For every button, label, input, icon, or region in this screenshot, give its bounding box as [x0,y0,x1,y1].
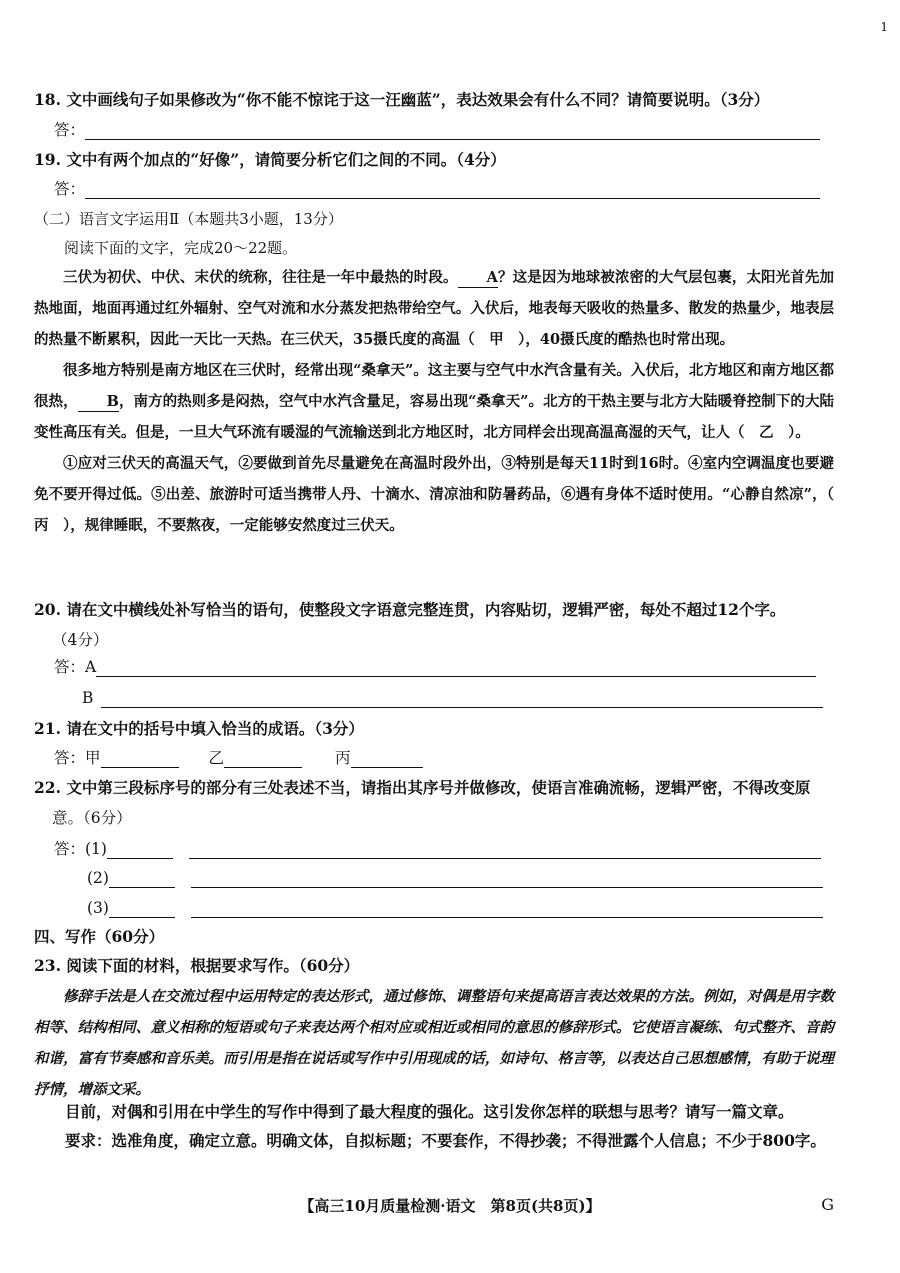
question-19: 19. 文中有两个加点的“好像”，请简要分析它们之间的不同。（4分） [34,150,506,169]
writing-requirements: 要求：选准角度，确定立意。明确文体，自拟标题；不要套作，不得抄袭；不得泄露个人信息；不少于800字。 [65,1131,826,1150]
answer-label-3: (3) [87,899,109,917]
section-2-heading: （二）语言文字运用Ⅱ（本题共3小题，13分） [34,210,343,228]
blank-B[interactable]: B [78,393,119,412]
section-4-heading: 四、写作（60分） [34,927,165,946]
passage-paragraph-3: ①应对三伏天的高温天气，②要做到首先尽量避免在高温时段外出，③特别是每天11时到16时。④室内空调温度也要避免不要开得过低。⑤出差、旅游时可适当携带人丹、十滴水、清凉油和防暑药品，⑥遇有身体不适时使用。“心静自然凉”，（ 丙 ），规律睡眠，不要熬夜，一定能够安然度过三伏天。 [34,455,849,534]
blank-A[interactable]: A [458,269,498,288]
answer-18-line[interactable] [85,121,820,140]
answer-22-row-2 [87,868,823,888]
answer-22-1-number-line[interactable] [107,840,173,859]
answer-21-yi-line[interactable] [224,749,302,768]
answer-label-2: (2) [87,869,109,887]
answer-22-2-revision-line[interactable] [191,869,823,888]
answer-label: 答：A [54,658,97,676]
answer-22-3-number-line[interactable] [109,899,175,918]
answer-label-bing: 丙 [335,749,351,767]
writing-task [34,1097,834,1155]
paper-version: G [821,1195,834,1214]
writing-material [34,981,834,1105]
answer-21-bing-line[interactable] [351,749,423,768]
answer-label-yi: 乙 [208,749,225,767]
answer-22-3-revision-line[interactable] [191,899,823,918]
writing-prompt: 目前，对偶和引用在中学生的写作中得到了最大程度的强化。这引发你怎样的联想与思考？请写一篇文章。 [65,1102,794,1121]
answer-label-1: 答：(1) [54,840,107,858]
page-footer: 【高三10月质量检测·语文 第8页(共8页)】 [299,1197,601,1215]
question-21: 21. 请在文中的括号中填入恰当的成语。（3分） [34,719,364,738]
page-corner-number: 1 [880,20,888,34]
answer-18-row [54,120,820,140]
question-22-continuation: 意。（6分） [52,809,132,827]
answer-21-row [54,748,423,768]
answer-20-A-line[interactable] [96,658,816,677]
answer-20-B-row [82,688,823,708]
answer-21-jia-line[interactable] [101,749,179,768]
answer-label: 答： [54,121,86,139]
material-paragraph: 修辞手法是人在交流过程中运用特定的表达形式，通过修饰、调整语句来提高语言表达效果的方法。例如，对偶是用字数相等、结构相同、意义相称的短语或句子来表达两个相对应或相近或相同的意思的修辞形式。它使语言凝练、句式整齐、音韵和谐，富有节奏感和音乐美。而引用是指在说话或写作中引用现成的话，如诗句、格言等，以表达自己思想感情，有助于说理抒情，增添文采。 [34,988,834,1098]
question-23: 23. 阅读下面的材料，根据要求写作。（60分） [34,956,360,975]
reading-passage [34,262,849,541]
answer-label-B: B [82,689,94,707]
question-20-points: （4分） [52,631,109,649]
answer-22-row-1 [54,839,821,859]
answer-20-B-line[interactable] [101,689,823,708]
answer-22-1-revision-line[interactable] [189,840,821,859]
section-2-instruction: 阅读下面的文字，完成20～22题。 [64,239,298,257]
answer-22-row-3 [87,898,823,918]
passage-paragraph-2: 很多地方特别是南方地区在三伏时，经常出现“桑拿天”。这主要与空气中水汽含量有关。入伏后，北方地区和南方地区都很热， B，南方的热则多是闷热，空气中水汽含量足，容易出现“桑拿天”。北方的干热主要与北方大陆暖脊控制下的大陆变性高压有关。但是，一旦大气环流有暖湿的气流输送到北方地区时，北方同样会出现高温高湿的天气，让人（ 乙 ）。 [34,362,835,441]
answer-label-jia: 答：甲 [54,749,101,767]
question-20: 20. 请在文中横线处补写恰当的语句，使整段文字语意完整连贯，内容贴切，逻辑严密，每处不超过12个字。 [34,600,786,619]
question-18: 18. 文中画线句子如果修改为“你不能不惊诧于这一汪幽蓝”，表达效果会有什么不同？请简要说明。（3分） [34,90,770,109]
answer-22-2-number-line[interactable] [109,869,175,888]
answer-19-line[interactable] [85,180,820,199]
answer-label: 答： [54,180,86,198]
passage-paragraph-1: 三伏为初伏、中伏、末伏的统称，往往是一年中最热的时段。 A？这是因为地球被浓密的大气层包裹，太阳光首先加热地面，地面再通过红外辐射、空气对流和水分蒸发把热带给空气。入伏后，地表每天吸收的热量多、散发的热量少，地表层的热量不断累积，因此一天比一天热。在三伏天，35摄氏度的高温（ 甲 ），40摄氏度的酷热也时常出现。 [34,269,835,348]
answer-20-A-row [54,657,816,677]
question-22: 22. 文中第三段标序号的部分有三处表述不当，请指出其序号并做修改，使语言准确流畅，逻辑严密，不得改变原 [34,778,811,797]
answer-19-row [54,179,820,199]
